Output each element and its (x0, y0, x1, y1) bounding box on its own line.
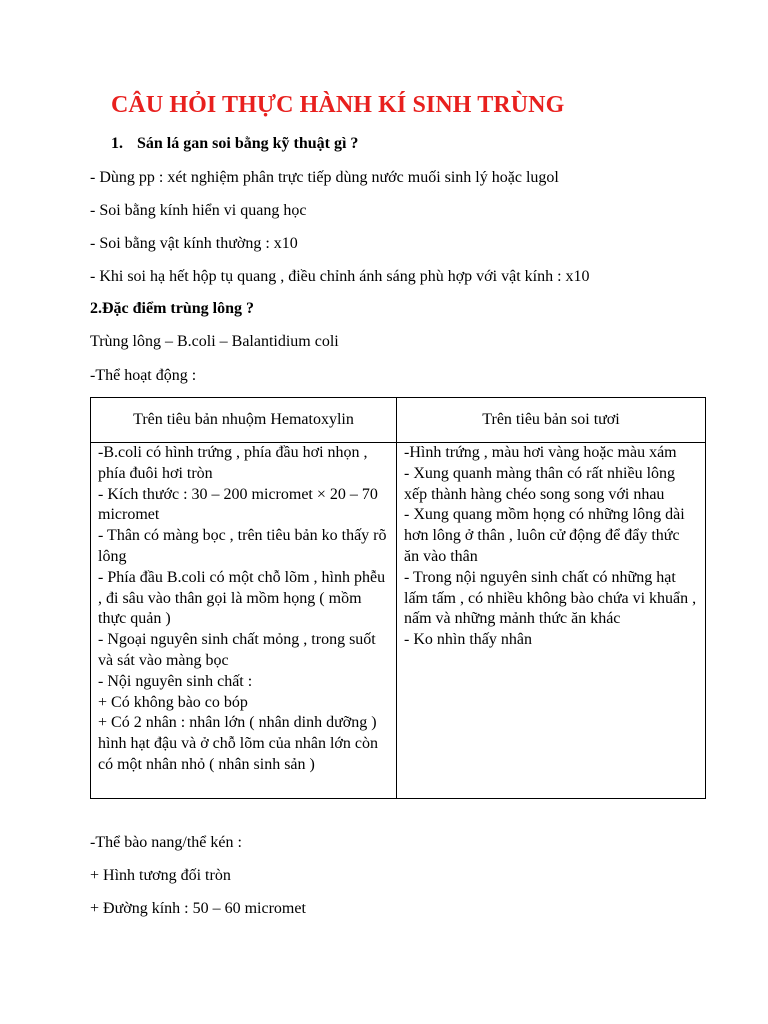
hematoxylin-cell (91, 443, 397, 799)
question-1-text: Sán lá gan soi bằng kỹ thuật gì ? (137, 135, 359, 152)
answer-1-line-4: - Khi soi hạ hết hộp tụ quang , điều chỉnh ánh sáng phù hợp với vật kính : x10 (90, 268, 590, 285)
comparison-table (90, 397, 706, 799)
table-row (91, 443, 706, 799)
cyst-form-label: -Thể bào nang/thể kén : (90, 834, 242, 851)
fresh-item: - Trong nội nguyên sinh chất có những hạt lấm tấm , có nhiều không bào chứa vi khuẩn , nấm và những mảnh thức ăn khác (404, 568, 697, 628)
hematoxylin-item: + Có không bào co bóp (98, 693, 248, 711)
hematoxylin-item: + Có 2 nhân : nhân lớn ( nhân dinh dưỡng ) hình hạt đậu và ở chỗ lõm của nhân lớn còn có một nhân nhỏ ( nhân sinh sản ) (98, 714, 378, 773)
table-header-fresh: Trên tiêu bản soi tươi (397, 398, 706, 443)
question-1 (111, 135, 358, 153)
table-header-row (91, 398, 706, 443)
hematoxylin-item: - Thân có màng bọc , trên tiêu bản ko thấy rõ lông (98, 527, 387, 565)
hematoxylin-item: - Ngoại nguyên sinh chất mỏng , trong suốt và sát vào màng bọc (98, 631, 376, 669)
active-form-label: -Thể hoạt động : (90, 367, 197, 384)
hematoxylin-item: - Kích thước : 30 – 200 micromet × 20 – 70 micromet (98, 485, 378, 524)
species-line: Trùng lông – B.coli – Balantidium coli (90, 333, 339, 350)
fresh-item: - Xung quang mồm họng có những lông dài hơn lông ở thân , luôn cử động để đẩy thức ăn vào thân (404, 506, 685, 565)
table-header-hematoxylin: Trên tiêu bản nhuộm Hematoxylin (91, 398, 397, 443)
fresh-item: -Hình trứng , màu hơi vàng hoặc màu xám (404, 444, 677, 461)
hematoxylin-item: - Phía đầu B.coli có một chỗ lõm , hình phễu , đi sâu vào thân gọi là mồm họng ( mồm thực quản ) (98, 568, 386, 628)
cyst-line-2: + Đường kính : 50 – 60 micromet (90, 900, 306, 917)
question-1-number: 1. (111, 135, 123, 152)
page-title: CÂU HỎI THỰC HÀNH KÍ SINH TRÙNG (111, 92, 565, 118)
answer-1-line-3: - Soi bằng vật kính thường : x10 (90, 235, 298, 252)
hematoxylin-item: - Nội nguyên sinh chất : (98, 672, 253, 690)
cyst-line-1: + Hình tương đối tròn (90, 867, 231, 884)
answer-1-line-2: - Soi bằng kính hiển vi quang học (90, 202, 307, 219)
hematoxylin-item: -B.coli có hình trứng , phía đầu hơi nhọn , phía đuôi hơi tròn (98, 444, 368, 482)
answer-1-line-1: - Dùng pp : xét nghiệm phân trực tiếp dùng nước muối sinh lý hoặc lugol (90, 169, 559, 186)
fresh-item: - Ko nhìn thấy nhân (404, 631, 532, 649)
question-2: 2.Đặc điểm trùng lông ? (90, 300, 254, 317)
fresh-cell (397, 443, 706, 799)
fresh-item: - Xung quanh màng thân có rất nhiều lông xếp thành hàng chéo song song với nhau (404, 464, 676, 503)
